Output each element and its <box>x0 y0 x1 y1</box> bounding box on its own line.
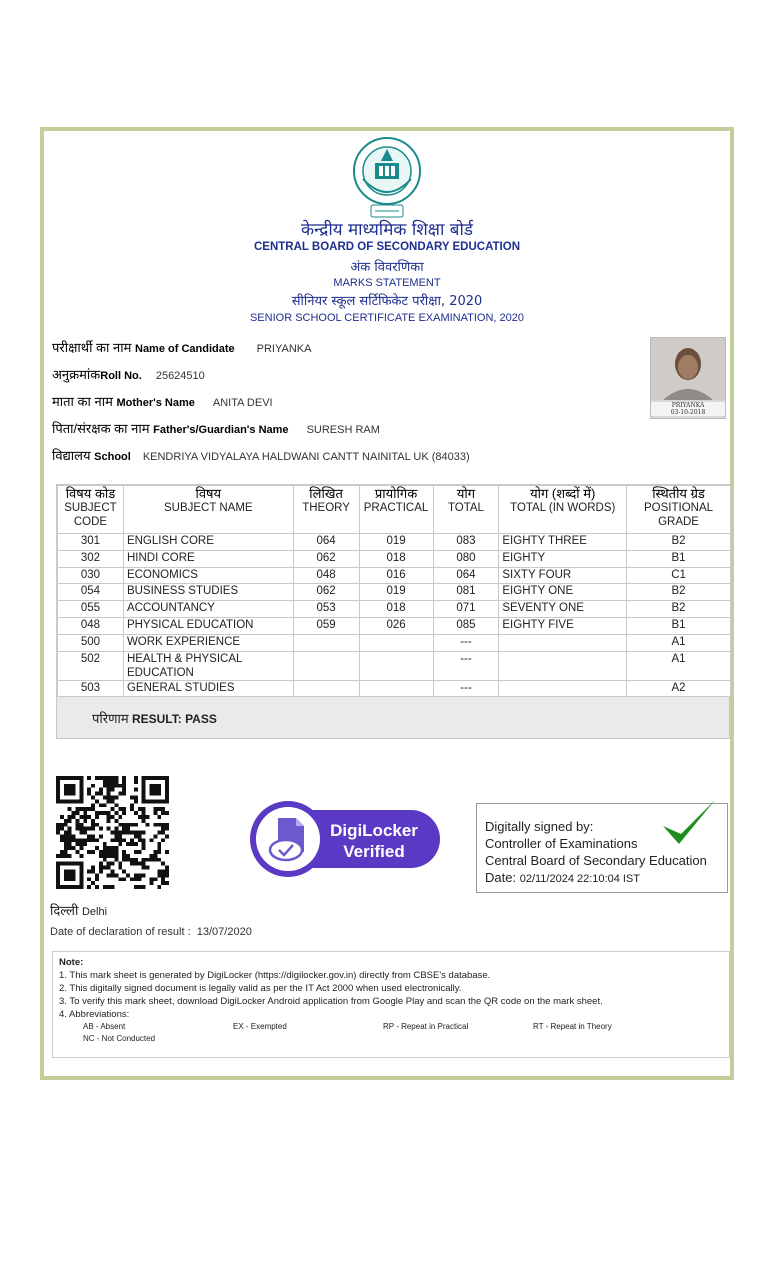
practical-marks: 018 <box>359 601 433 618</box>
result-label <box>92 709 217 727</box>
positional-grade: A2 <box>627 680 731 697</box>
table-row <box>58 534 731 551</box>
result-label-english: RESULT: PASS <box>131 712 217 726</box>
table-row <box>58 651 731 680</box>
exam-title-hindi: सीनियर स्कूल सर्टिफिकेट परीक्षा, 2020 <box>291 294 483 309</box>
subject-code: 055 <box>58 601 124 618</box>
father-label-hindi: पिता/संरक्षक का नाम <box>52 421 150 436</box>
subject-code: 502 <box>58 651 124 680</box>
positional-grade: A1 <box>627 634 731 651</box>
exam-title-english: SENIOR SCHOOL CERTIFICATE EXAMINATION, 2020 <box>249 312 525 324</box>
place-hindi: दिल्ली <box>50 903 79 918</box>
header-practical: प्रायोगिक PRACTICAL <box>359 486 433 534</box>
theory-marks: 059 <box>293 617 359 634</box>
place-english: Delhi <box>81 906 108 918</box>
total-in-words <box>499 680 627 697</box>
total-marks: 081 <box>433 584 499 601</box>
table-row <box>58 567 731 584</box>
school-row <box>52 446 470 464</box>
mother-label-english: Mother's Name <box>116 397 195 409</box>
total-in-words: EIGHTY <box>499 550 627 567</box>
subject-code: 030 <box>58 567 124 584</box>
total-marks: --- <box>433 634 499 651</box>
candidate-photo <box>650 337 726 419</box>
marks-table-panel <box>56 484 730 739</box>
table-row <box>58 634 731 651</box>
signature-date-value: 02/11/2024 22:10:04 IST <box>519 873 640 885</box>
photo-caption-name: PRIYANKA <box>671 402 705 409</box>
board-title-hindi: केन्द्रीय माध्यमिक शिक्षा बोर्ड <box>300 220 474 240</box>
positional-grade: B1 <box>627 617 731 634</box>
total-in-words: EIGHTY FIVE <box>499 617 627 634</box>
total-in-words: SEVENTY ONE <box>499 601 627 618</box>
subject-name: HEALTH & PHYSICAL EDUCATION <box>123 651 293 680</box>
result-label-hindi: परिणाम <box>92 711 129 726</box>
theory-marks: 062 <box>293 550 359 567</box>
note-item: 3. To verify this mark sheet, download DigiLocker Android application from Google Play and scan the QR code on the mark sheet. <box>59 996 603 1007</box>
practical-marks <box>359 634 433 651</box>
header-subject-name: विषय SUBJECT NAME <box>123 486 293 534</box>
father-name: SURESH RAM <box>306 424 380 436</box>
school-label-hindi: विद्यालय <box>52 448 91 463</box>
notes-title: Note: <box>59 957 84 968</box>
roll-label-english: Roll No. <box>100 370 142 382</box>
father-label-english: Father's/Guardian's Name <box>153 424 289 436</box>
mother-name: ANITA DEVI <box>212 397 273 409</box>
abbreviations-row <box>59 1021 723 1033</box>
signature-date <box>485 869 727 888</box>
theory-marks: 053 <box>293 601 359 618</box>
total-in-words: EIGHTY ONE <box>499 584 627 601</box>
theory-marks <box>293 634 359 651</box>
practical-marks: 016 <box>359 567 433 584</box>
header-total-words: योग (शब्दों में) TOTAL (IN WORDS) <box>499 486 627 534</box>
positional-grade: C1 <box>627 567 731 584</box>
total-marks: 083 <box>433 534 499 551</box>
positional-grade: B2 <box>627 584 731 601</box>
total-marks: 071 <box>433 601 499 618</box>
father-name-row <box>52 419 380 437</box>
total-marks: --- <box>433 680 499 697</box>
subject-code: 302 <box>58 550 124 567</box>
note-item: 4. Abbreviations: <box>59 1009 130 1020</box>
roll-number: 25624510 <box>155 370 205 382</box>
marks-statement-english: MARKS STATEMENT <box>333 277 441 289</box>
total-marks: 064 <box>433 567 499 584</box>
mother-label-hindi: माता का नाम <box>52 394 113 409</box>
abbreviations-row <box>59 1033 723 1045</box>
table-header-row <box>58 486 731 534</box>
header-subject-code: विषय कोड SUBJECT CODE <box>58 486 124 534</box>
table-row <box>58 584 731 601</box>
qr-code-icon <box>56 776 169 889</box>
subject-name: ECONOMICS <box>123 567 293 584</box>
abbreviation: RT - Repeat in Theory <box>533 1022 612 1031</box>
abbreviation: AB - Absent <box>83 1022 126 1031</box>
declaration-date <box>50 926 252 938</box>
theory-marks <box>293 651 359 680</box>
subject-name: WORK EXPERIENCE <box>123 634 293 651</box>
marks-statement-hindi: अंक विवरणिका <box>350 260 424 275</box>
signer-title: Controller of Examinations <box>485 836 638 851</box>
notes-box <box>52 951 730 1058</box>
person-photo-icon <box>651 338 725 400</box>
note-item: 1. This mark sheet is generated by DigiLocker (https://digilocker.gov.in) directly from CBSE's database. <box>59 970 491 981</box>
marks-table <box>57 485 731 697</box>
name-label-hindi: परीक्षार्थी का नाम <box>52 340 132 355</box>
signature-date-label: Date: <box>485 870 517 885</box>
table-row <box>58 617 731 634</box>
table-row <box>58 601 731 618</box>
declaration-value: 13/07/2020 <box>196 926 252 938</box>
declaration-label: Date of declaration of result : <box>50 926 191 938</box>
signer-organization: Central Board of Secondary Education <box>485 853 707 868</box>
total-marks: 085 <box>433 617 499 634</box>
subject-name: GENERAL STUDIES <box>123 680 293 697</box>
digilocker-line2: Verified <box>343 842 405 861</box>
total-in-words: EIGHTY THREE <box>499 534 627 551</box>
subject-name: HINDI CORE <box>123 550 293 567</box>
header-theory: लिखित THEORY <box>293 486 359 534</box>
abbreviation: EX - Exempted <box>233 1022 287 1031</box>
table-row <box>58 550 731 567</box>
header-grade: स्थितीय ग्रेड POSITIONAL GRADE <box>627 486 731 534</box>
subject-code: 503 <box>58 680 124 697</box>
theory-marks: 048 <box>293 567 359 584</box>
place-of-issue <box>50 901 107 919</box>
total-in-words <box>499 651 627 680</box>
digilocker-line1: DigiLocker <box>330 821 418 840</box>
total-marks: --- <box>433 651 499 680</box>
practical-marks: 019 <box>359 534 433 551</box>
subject-name: ACCOUNTANCY <box>123 601 293 618</box>
positional-grade: B1 <box>627 550 731 567</box>
digital-signature-box <box>476 803 728 893</box>
roll-label-hindi: अनुक्रमांक <box>52 367 101 382</box>
practical-marks <box>359 651 433 680</box>
school-label-english: School <box>94 451 131 463</box>
candidate-name: PRIYANKA <box>256 343 312 355</box>
abbreviation: NC - Not Conducted <box>83 1034 156 1043</box>
school-name: KENDRIYA VIDYALAYA HALDWANI CANTT NAINITAL UK (84033) <box>142 451 470 463</box>
marks-statement-sheet <box>40 127 734 1080</box>
green-checkmark-icon <box>659 796 719 852</box>
header-total: योग TOTAL <box>433 486 499 534</box>
cbse-emblem-icon <box>349 135 425 221</box>
subject-code: 054 <box>58 584 124 601</box>
practical-marks: 019 <box>359 584 433 601</box>
table-row <box>58 680 731 697</box>
positional-grade: A1 <box>627 651 731 680</box>
total-marks: 080 <box>433 550 499 567</box>
subject-code: 301 <box>58 534 124 551</box>
subject-name: ENGLISH CORE <box>123 534 293 551</box>
subject-name: BUSINESS STUDIES <box>123 584 293 601</box>
signed-by-label: Digitally signed by: <box>485 819 594 834</box>
positional-grade: B2 <box>627 534 731 551</box>
note-item: 2. This digitally signed document is legally valid as per the IT Act 2000 when used electronically. <box>59 983 462 994</box>
digilocker-verified-badge <box>248 796 444 882</box>
theory-marks: 062 <box>293 584 359 601</box>
subject-code: 048 <box>58 617 124 634</box>
abbreviation: RP - Repeat in Practical <box>383 1022 469 1031</box>
theory-marks: 064 <box>293 534 359 551</box>
subject-name: PHYSICAL EDUCATION <box>123 617 293 634</box>
total-in-words <box>499 634 627 651</box>
photo-caption-date: 03-10-2018 <box>670 409 706 416</box>
roll-number-row <box>52 365 205 383</box>
name-label-english: Name of Candidate <box>135 343 235 355</box>
subject-code: 500 <box>58 634 124 651</box>
candidate-name-row <box>52 338 311 356</box>
practical-marks <box>359 680 433 697</box>
positional-grade: B2 <box>627 601 731 618</box>
mother-name-row <box>52 392 273 410</box>
total-in-words: SIXTY FOUR <box>499 567 627 584</box>
practical-marks: 026 <box>359 617 433 634</box>
board-title-english: CENTRAL BOARD OF SECONDARY EDUCATION <box>254 241 520 253</box>
theory-marks <box>293 680 359 697</box>
practical-marks: 018 <box>359 550 433 567</box>
